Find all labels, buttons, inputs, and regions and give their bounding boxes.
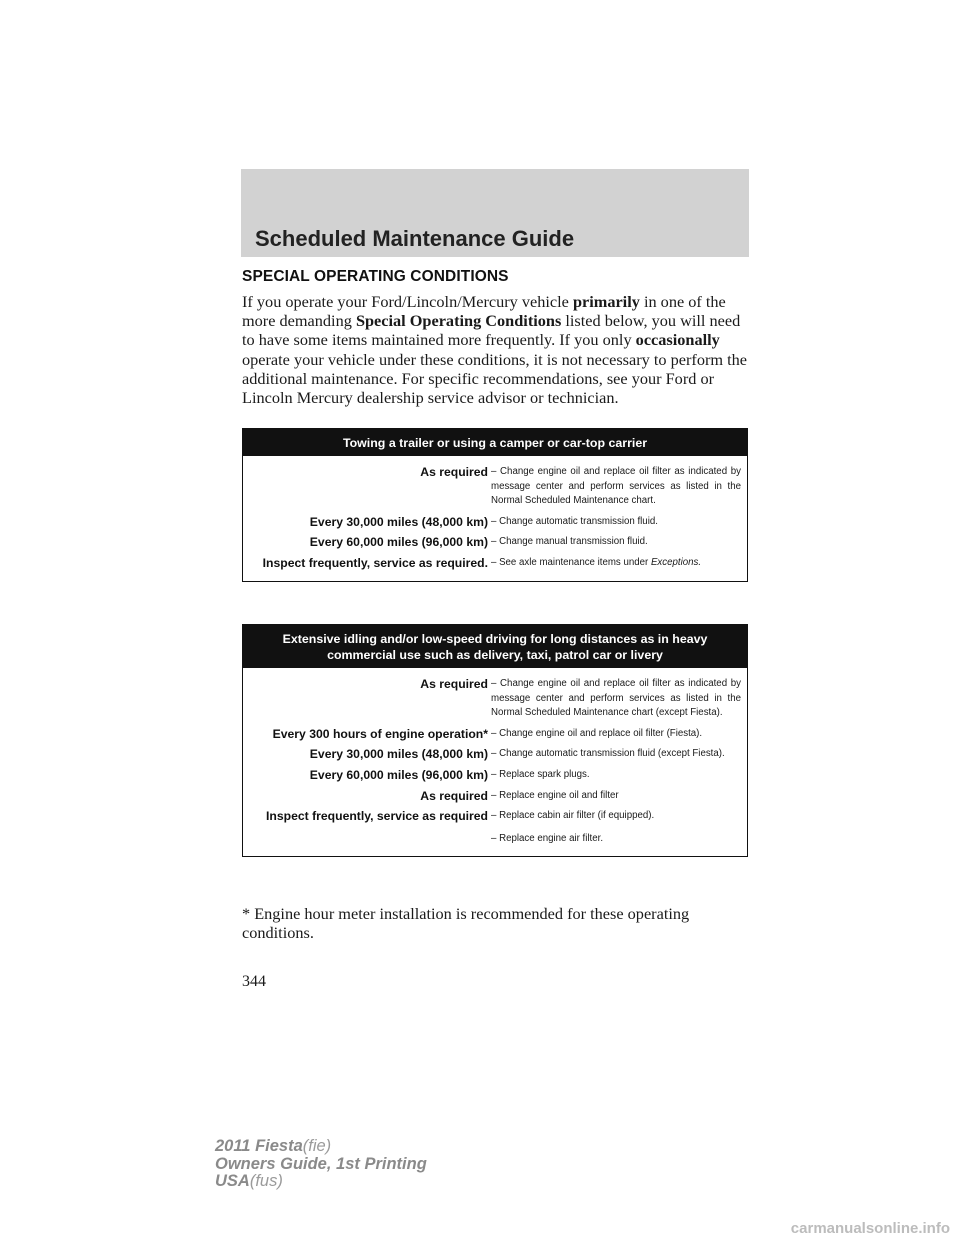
intro-emphasis: Special Operating Conditions xyxy=(355,311,562,331)
page-title: Scheduled Maintenance Guide xyxy=(255,226,575,251)
table-row xyxy=(243,727,747,742)
intro-emphasis: occasionally xyxy=(635,330,720,350)
interval-label: Every 300 hours of engine operation* xyxy=(272,726,488,741)
interval-label: Every 60,000 miles (96,000 km) xyxy=(309,767,488,782)
section-heading: SPECIAL OPERATING CONDITIONS xyxy=(242,268,509,285)
table-row xyxy=(243,747,747,762)
interval-label: Every 30,000 miles (48,000 km) xyxy=(309,514,488,529)
action-text: – Change engine oil and replace oil filter as indicated by message center and perform services as listed in the Normal Scheduled Maintenance chart. xyxy=(491,466,741,507)
towing-table xyxy=(242,428,748,582)
idling-table xyxy=(242,624,748,857)
intro-text: in one of the more demanding xyxy=(242,292,726,331)
action-text xyxy=(491,556,741,571)
action-text: – Replace cabin air filter (if equipped). xyxy=(491,810,655,822)
intro-text: operate your vehicle under these conditions, it is not necessary to perform the additional maintenance. For specific recommendations, see your Ford or Lincoln Mercury dealership service advisor or technician. xyxy=(242,349,748,408)
intro-emphasis: primarily xyxy=(572,292,640,311)
table-row xyxy=(243,789,747,804)
action-text: – Replace spark plugs. xyxy=(491,768,590,780)
action-text-part: – See axle maintenance items under xyxy=(491,556,651,568)
watermark: carmanualsonline.info xyxy=(790,1220,950,1237)
table-row xyxy=(243,535,747,550)
action-text: – Change engine oil and replace oil filter (Fiesta). xyxy=(491,727,703,739)
exceptions-reference: Exceptions. xyxy=(650,556,702,568)
print-info xyxy=(215,1138,427,1191)
interval-label: Every 60,000 miles (96,000 km) xyxy=(309,535,488,550)
print-model: 2011 Fiesta xyxy=(215,1137,303,1155)
table-row xyxy=(243,515,747,530)
print-edition: Owners Guide, 1st Printing xyxy=(215,1154,427,1173)
interval-label: Every 30,000 miles (48,000 km) xyxy=(309,747,488,762)
table-row xyxy=(243,809,747,846)
interval-label: As required xyxy=(420,788,488,803)
table-row xyxy=(243,677,747,721)
table-title: Towing a trailer or using a camper or car-top carrier xyxy=(243,429,747,456)
footnote: * Engine hour meter installation is recommended for these operating conditions. xyxy=(242,904,690,943)
print-market-code: (fus) xyxy=(249,1172,283,1190)
print-market: USA xyxy=(215,1172,250,1190)
action-text: – Change automatic transmission fluid (except Fiesta). xyxy=(491,748,725,760)
table-row xyxy=(243,768,747,783)
interval-label: Inspect frequently, service as required. xyxy=(262,555,488,570)
intro-text: If you operate your Ford/Lincoln/Mercury vehicle xyxy=(242,292,573,311)
action-text: – Change engine oil and replace oil filter as indicated by message center and perform services as listed in the Normal Scheduled Maintenance chart (except Fiesta). xyxy=(491,678,741,719)
table-title: Extensive idling and/or low-speed driving for long distances as in heavy commercial use such as delivery, taxi, patrol car or livery xyxy=(243,625,747,668)
action-text: – Replace engine oil and filter xyxy=(491,789,619,801)
interval-label: As required xyxy=(420,677,488,691)
table-row xyxy=(243,465,747,509)
print-model-code: (fie) xyxy=(302,1137,332,1155)
page-number: 344 xyxy=(242,973,266,990)
action-text: – Replace engine air filter. xyxy=(491,832,604,844)
action-text: – Change manual transmission fluid. xyxy=(491,536,648,548)
intro-paragraph xyxy=(242,292,750,407)
table-row xyxy=(243,556,747,571)
interval-label: Inspect frequently, service as required xyxy=(266,809,488,824)
interval-label: As required xyxy=(420,465,488,479)
action-text: – Change automatic transmission fluid. xyxy=(491,515,658,527)
intro-text: listed below, you will need to have some items maintained more frequently. If you only xyxy=(242,311,741,350)
